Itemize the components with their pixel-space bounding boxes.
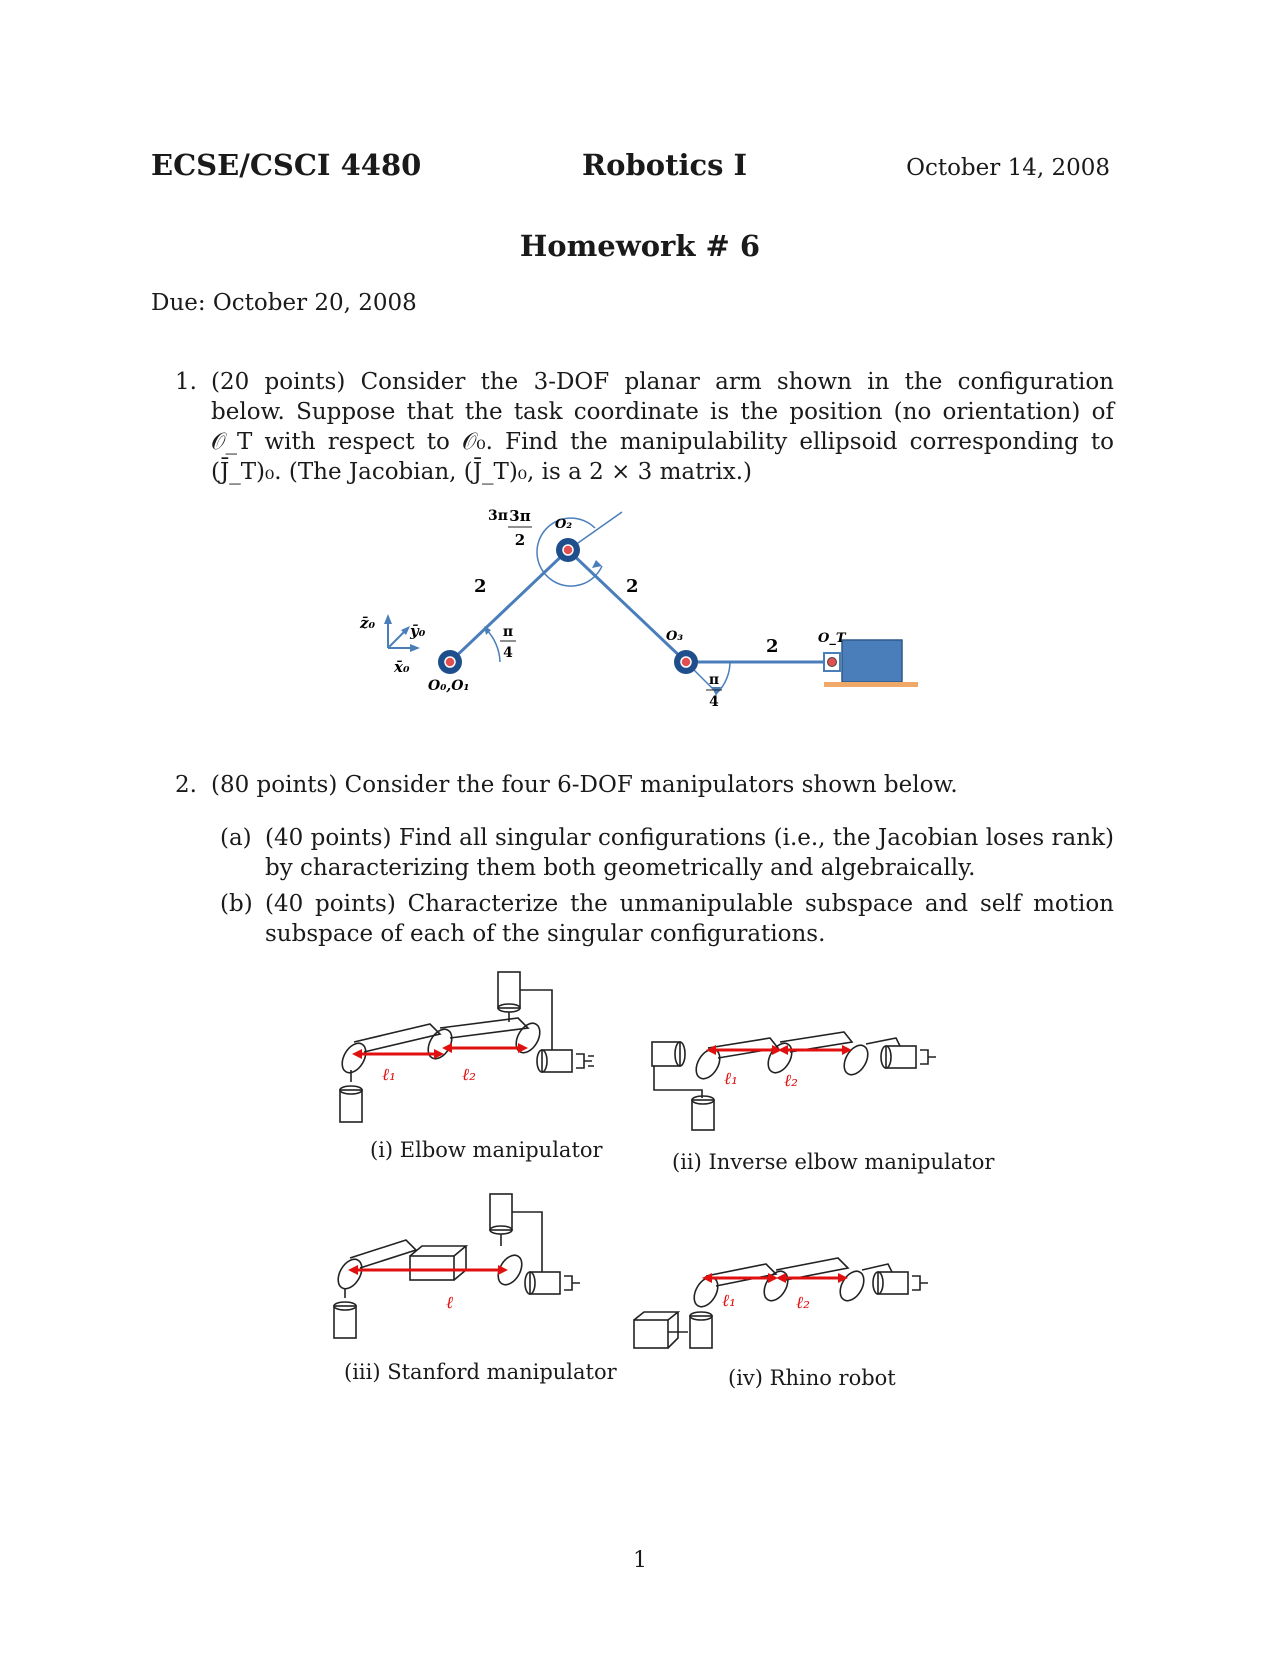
part-a-text: (40 points) Find all singular configurations (i.e., the Jacobian loses rank) by characterizing them both geometrically and algebraically. [265,825,1114,881]
problem-2-number: 2. [175,772,197,798]
problem-2-text: (80 points) Consider the four 6-DOF manipulators shown below. [211,772,958,798]
svg-text:3π: 3π [488,508,508,524]
course-code: ECSE/CSCI 4480 [151,148,422,182]
stanford-arrow [348,1265,508,1275]
joint-3-label: O₃ [666,629,684,644]
inverse-elbow-manipulator-figure [650,1020,960,1140]
joint-2-label: O₂ [555,517,573,532]
part-a-label: (a) [220,825,252,851]
elbow-manipulator-figure [330,970,630,1130]
elbow-l2-label: ℓ₂ [462,1065,476,1085]
due-date: Due: October 20, 2008 [151,290,417,316]
elbow-l1-label: ℓ₁ [382,1065,396,1085]
course-subject: Robotics I [582,148,748,182]
z-axis-label: z̄₀ [360,614,376,632]
page-title: Homework # 6 [519,229,761,263]
problem-1-number: 1. [175,369,197,395]
floor-surface [824,682,918,687]
svg-text:4: 4 [709,694,719,710]
issue-date: October 14, 2008 [906,155,1110,181]
svg-text:π: π [502,624,514,640]
inverse-elbow-l1-label: ℓ₁ [724,1069,738,1089]
rhino-robot-figure [630,1240,950,1360]
joint-3 [674,650,698,674]
part-b-label: (b) [220,891,253,917]
joint-base [438,650,462,674]
problem-1-text: (20 points) Consider the 3-DOF planar arm shown in the configuration below. Suppose that the task coordinate is the position (no orientation) of 𝒪_T with respect to 𝒪₀. Find the manipulability ellipsoid corresponding to (J̄_T)₀. (The Jacobian, (J̄_T)₀, is a 2 × 3 matrix.) [211,369,1114,485]
base-frame-label: O₀,O₁ [428,678,470,694]
tool-frame-label: O_T [818,631,846,646]
link-1-length: 2 [474,576,487,597]
elbow-caption: (i) Elbow manipulator [370,1138,603,1162]
elbow-arrows [352,1043,528,1059]
stanford-manipulator-figure [330,1190,620,1350]
payload-block [842,640,902,682]
svg-text:2: 2 [514,531,526,549]
rhino-caption: (iv) Rhino robot [728,1366,896,1390]
stanford-l-label: ℓ [446,1293,454,1313]
link-2 [568,550,686,662]
x-axis-label: x̄₀ [394,658,410,676]
y-axis-label: ȳ₀ [410,622,426,640]
link-3-length: 2 [766,636,779,657]
joint-2 [556,538,580,562]
angle-2-fraction-box [500,503,540,553]
angle-1-fraction [500,624,516,661]
inverse-elbow-l2-label: ℓ₂ [784,1071,798,1091]
planar-arm-figure [340,508,970,750]
rhino-l2-label: ℓ₂ [796,1293,810,1313]
inverse-elbow-arrows [706,1045,852,1055]
link-2-length: 2 [626,576,639,597]
rhino-l1-label: ℓ₁ [722,1291,736,1311]
svg-text:π: π [708,672,720,688]
svg-text:3π: 3π [509,507,531,525]
inverse-elbow-caption: (ii) Inverse elbow manipulator [672,1150,995,1174]
stanford-caption: (iii) Stanford manipulator [344,1360,617,1384]
page-number: 1 [633,1548,647,1573]
svg-text:4: 4 [503,645,513,661]
part-b-text: (40 points) Characterize the unmanipulable subspace and self motion subspace of each of the singular configurations. [265,891,1114,947]
